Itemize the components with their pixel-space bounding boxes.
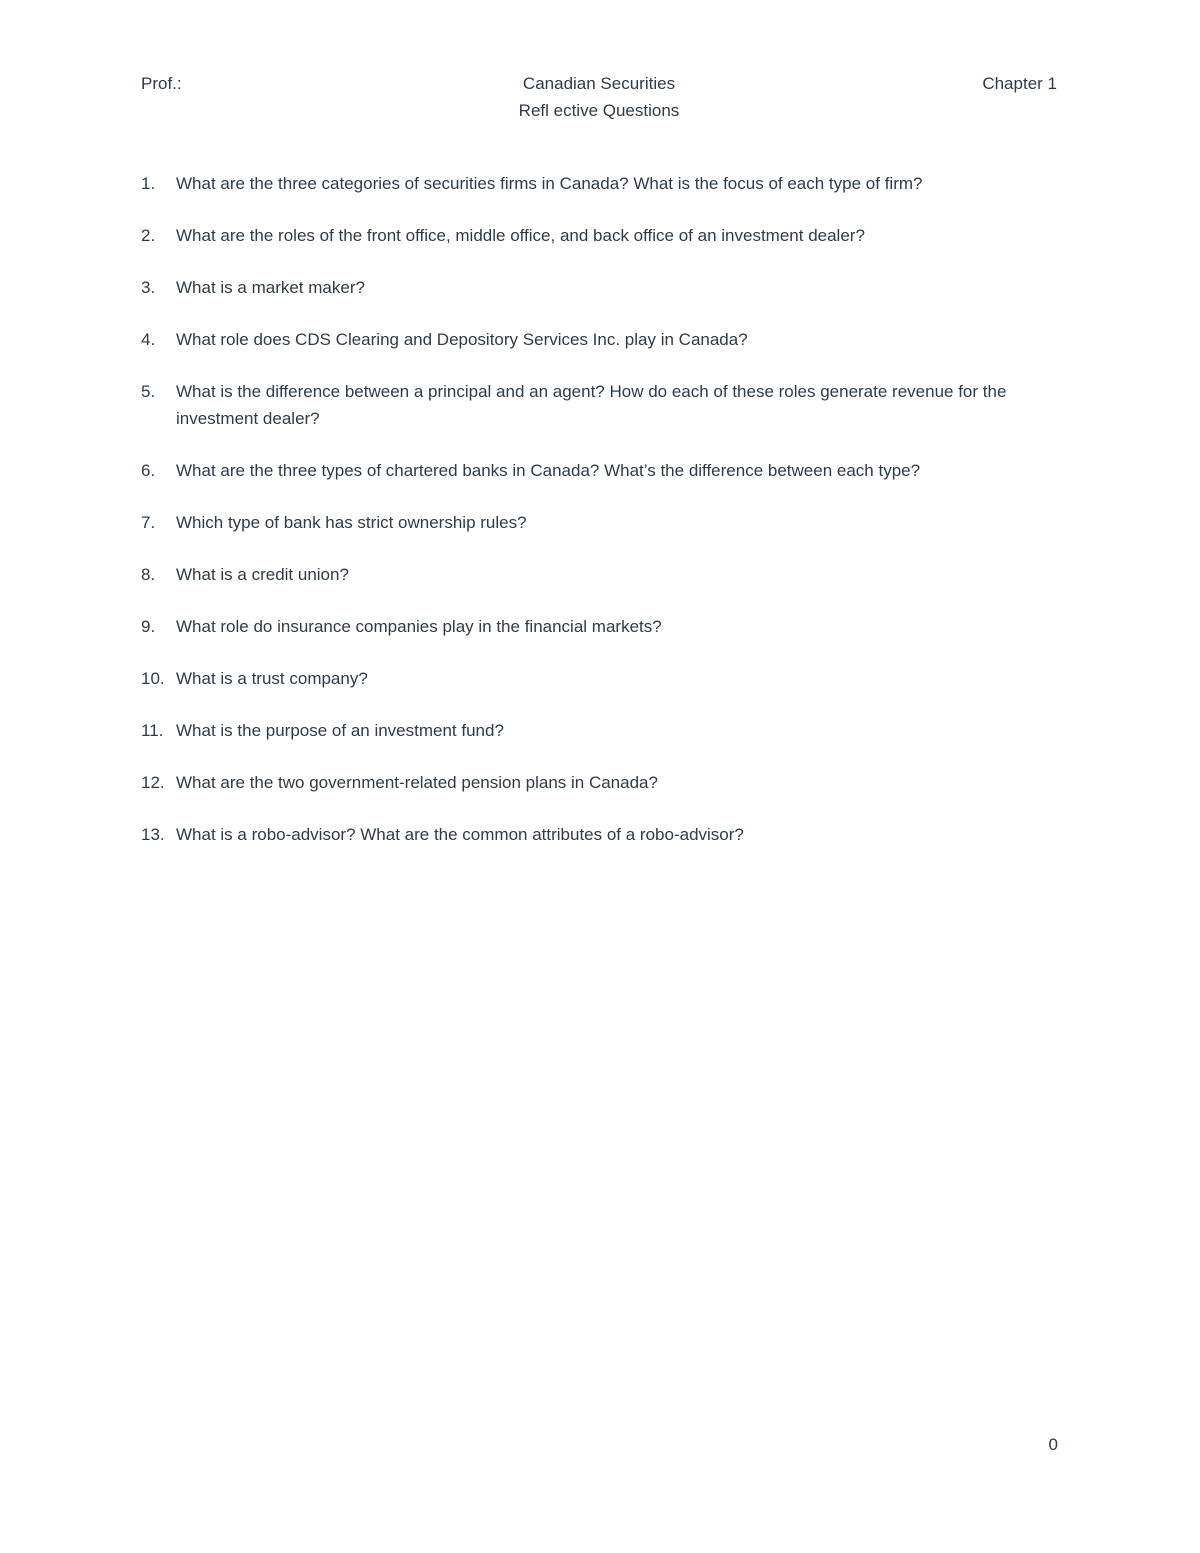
- question-item: [141, 222, 1057, 249]
- question-item: [141, 821, 1057, 848]
- question-text: What are the three types of chartered banks in Canada? What’s the difference between each type?: [176, 461, 921, 480]
- question-number: 10.: [141, 669, 165, 688]
- question-item: [141, 170, 1057, 197]
- question-text: Which type of bank has strict ownership rules?: [176, 513, 527, 532]
- question-list: [141, 170, 1057, 873]
- question-number: 8.: [141, 565, 156, 584]
- page-header: [141, 71, 1057, 97]
- question-number: 12.: [141, 773, 165, 792]
- question-item: [141, 274, 1057, 301]
- question-text: What is a robo-advisor? What are the common attributes of a robo-advisor?: [176, 825, 744, 844]
- question-text: What are the three categories of securities firms in Canada? What is the focus of each type of firm?: [176, 174, 923, 193]
- question-text: What are the roles of the front office, middle office, and back office of an investment dealer?: [176, 226, 865, 245]
- question-number: 9.: [141, 617, 156, 636]
- question-text: What is a credit union?: [176, 565, 349, 584]
- question-number: 3.: [141, 278, 156, 297]
- question-number: 6.: [141, 461, 156, 480]
- header-professor-label: Prof.:: [141, 74, 182, 93]
- question-item: [141, 509, 1057, 536]
- page-number: 0: [1048, 1435, 1058, 1454]
- page-subtitle: Refl ective Questions: [518, 101, 680, 120]
- question-number: 13.: [141, 825, 165, 844]
- question-item: [141, 326, 1057, 353]
- question-number: 5.: [141, 382, 156, 401]
- question-text: What is a market maker?: [176, 278, 365, 297]
- question-item: [141, 561, 1057, 588]
- question-item: [141, 665, 1057, 692]
- question-number: 1.: [141, 174, 156, 193]
- question-text: What are the two government-related pension plans in Canada?: [176, 773, 658, 792]
- question-text: What is a trust company?: [176, 669, 368, 688]
- question-number: 7.: [141, 513, 156, 532]
- question-item: [141, 769, 1057, 796]
- question-item: [141, 378, 1057, 432]
- question-item: [141, 613, 1057, 640]
- question-text: What is the purpose of an investment fund?: [176, 721, 504, 740]
- header-chapter-label: Chapter 1: [982, 74, 1057, 93]
- header-course-title: Canadian Securities: [522, 74, 676, 93]
- question-item: [141, 457, 1057, 484]
- question-item: [141, 717, 1057, 744]
- question-number: 2.: [141, 226, 156, 245]
- question-text: What role do insurance companies play in the financial markets?: [176, 617, 662, 636]
- question-number: 4.: [141, 330, 156, 349]
- question-number: 11.: [141, 721, 164, 740]
- question-text: What role does CDS Clearing and Depository Services Inc. play in Canada?: [176, 330, 748, 349]
- question-text: What is the difference between a principal and an agent? How do each of these roles generate revenue for the investment dealer?: [176, 382, 1007, 428]
